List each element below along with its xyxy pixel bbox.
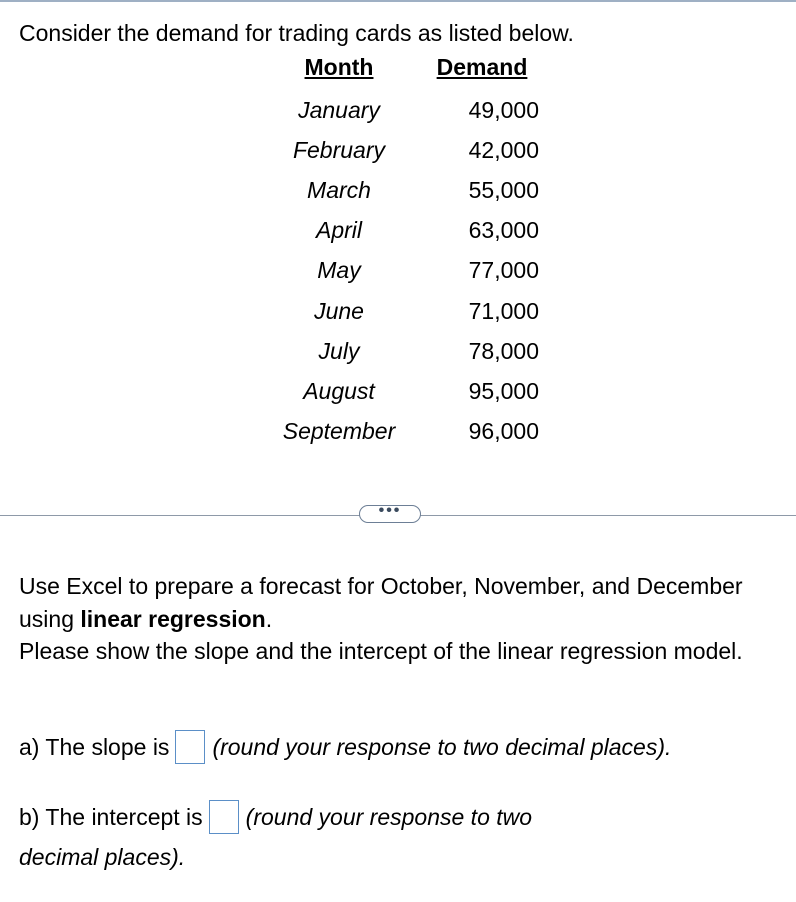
- demand-cell: 95,000: [468, 377, 539, 404]
- demand-cell: 77,000: [468, 257, 539, 284]
- month-cell: February: [292, 136, 386, 163]
- instructions-period: .: [265, 605, 273, 632]
- table-row: [265, 130, 551, 170]
- question-a-note: (round your response to two decimal places).: [212, 734, 672, 760]
- table-row: [265, 412, 551, 452]
- intercept-input[interactable]: [209, 800, 239, 834]
- table-row: [265, 331, 551, 371]
- question-a: [19, 728, 671, 766]
- question-b-note: (round your response to two: [245, 804, 533, 830]
- demand-cell: 55,000: [468, 176, 539, 203]
- demand-cell: 42,000: [468, 136, 539, 163]
- more-dots-icon: •••: [378, 502, 402, 519]
- question-b: [19, 798, 532, 836]
- demand-cell: 49,000: [468, 96, 539, 123]
- expand-more-button[interactable]: [359, 502, 421, 523]
- header-month: Month: [304, 54, 374, 80]
- demand-cell: 78,000: [468, 337, 539, 364]
- question-b-label: b) The intercept is: [19, 804, 203, 830]
- instructions: [19, 570, 779, 668]
- table-row: [265, 170, 551, 210]
- demand-cell: 63,000: [468, 217, 539, 244]
- table-row: [265, 211, 551, 251]
- slope-input[interactable]: [175, 730, 205, 764]
- demand-cell: 71,000: [468, 297, 539, 324]
- question-intro: Consider the demand for trading cards as listed below.: [19, 20, 574, 46]
- header-demand: Demand: [436, 54, 528, 80]
- table-header-row: [265, 54, 551, 90]
- instructions-line-2: Please show the slope and the intercept of the linear regression model.: [19, 638, 743, 664]
- month-cell: March: [307, 176, 371, 203]
- question-a-label: a) The slope is: [19, 734, 170, 760]
- table-row: [265, 371, 551, 411]
- table-row: [265, 291, 551, 331]
- table-row: [265, 251, 551, 291]
- month-cell: June: [314, 297, 364, 324]
- question-b-note-continued: decimal places).: [19, 844, 186, 870]
- month-cell: January: [298, 96, 380, 123]
- demand-cell: 96,000: [468, 418, 539, 445]
- instructions-bold-term: linear regression: [80, 605, 266, 632]
- month-cell: September: [282, 418, 396, 445]
- month-cell: April: [315, 217, 362, 244]
- instructions-line-1: [19, 570, 779, 635]
- month-cell: August: [303, 377, 375, 404]
- top-rule: [0, 0, 796, 2]
- month-cell: May: [317, 257, 361, 284]
- table-row: [265, 90, 551, 130]
- month-cell: July: [318, 337, 360, 364]
- instructions-text: Use Excel to prepare a forecast for October, November, and December using: [19, 573, 743, 632]
- demand-table: [265, 54, 551, 452]
